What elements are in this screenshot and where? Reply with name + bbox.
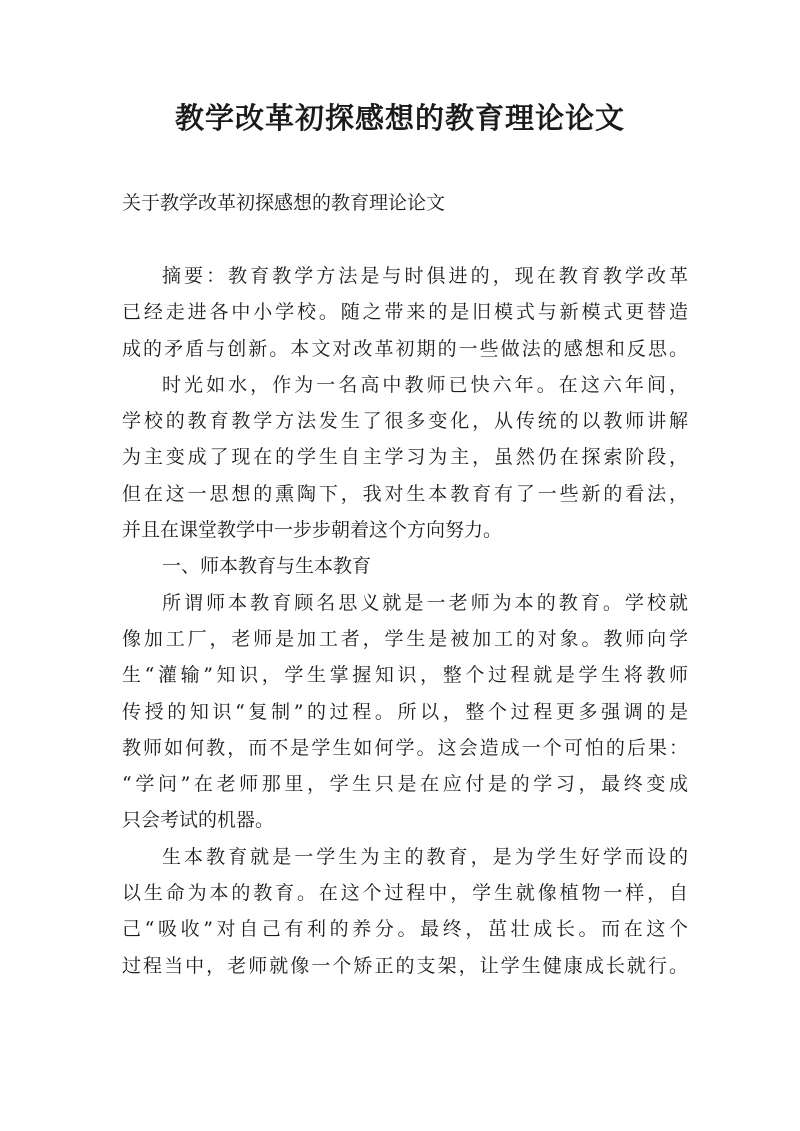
paragraph-line: 像加工厂，老师是加工者，学生是被加工的对象。教师向学	[122, 627, 688, 650]
paragraph-line: 生“灌输”知识，学生掌握知识，整个过程就是学生将教师	[122, 664, 688, 687]
paragraph-line: 过程当中，老师就像一个矫正的支架，让学生健康成长就行。	[122, 954, 688, 977]
paragraph-line: 已经走进各中小学校。随之带来的是旧模式与新模式更替造	[122, 301, 688, 324]
paragraph-line: 并且在课堂教学中一步步朝着这个方向努力。	[122, 519, 503, 542]
paragraph-line: 但在这一思想的熏陶下，我对生本教育有了一些新的看法，	[122, 482, 688, 505]
paragraph-line: 成的矛盾与创新。本文对改革初期的一些做法的感想和反思。	[122, 337, 688, 360]
paragraph-line: 以生命为本的教育。在这个过程中，学生就像植物一样，自	[122, 882, 688, 905]
section-heading: 一、师本教育与生本教育	[162, 555, 372, 578]
document-subtitle: 关于教学改革初探感想的教育理论论文	[122, 192, 446, 214]
paragraph-line: 所谓师本教育顾名思义就是一老师为本的教育。学校就	[162, 591, 688, 614]
paragraph-line: 教师如何教，而不是学生如何学。这会造成一个可怕的后果：	[122, 736, 688, 759]
paragraph-line: 生本教育就是一学生为主的教育，是为学生好学而设的	[162, 845, 688, 868]
document-title: 教学改革初探感想的教育理论论文	[174, 101, 625, 135]
paragraph-line: 己“吸收”对自己有利的养分。最终，茁壮成长。而在这个	[122, 918, 688, 941]
paragraph-line: 为主变成了现在的学生自主学习为主，虽然仍在探索阶段，	[122, 446, 688, 469]
paragraph-line: 传授的知识“复制”的过程。所以，整个过程更多强调的是	[122, 700, 688, 723]
paragraph-line: 学校的教育教学方法发生了很多变化，从传统的以教师讲解	[122, 410, 688, 433]
paragraph-line: 摘要：教育教学方法是与时俱进的，现在教育教学改革	[162, 265, 688, 287]
document-body	[122, 258, 688, 984]
paragraph-line: “学问”在老师那里，学生只是在应付是的学习，最终变成	[122, 773, 688, 796]
paragraph-line: 时光如水，作为一名高中教师已快六年。在这六年间，	[162, 373, 688, 396]
paragraph-line: 只会考试的机器。	[122, 809, 275, 832]
